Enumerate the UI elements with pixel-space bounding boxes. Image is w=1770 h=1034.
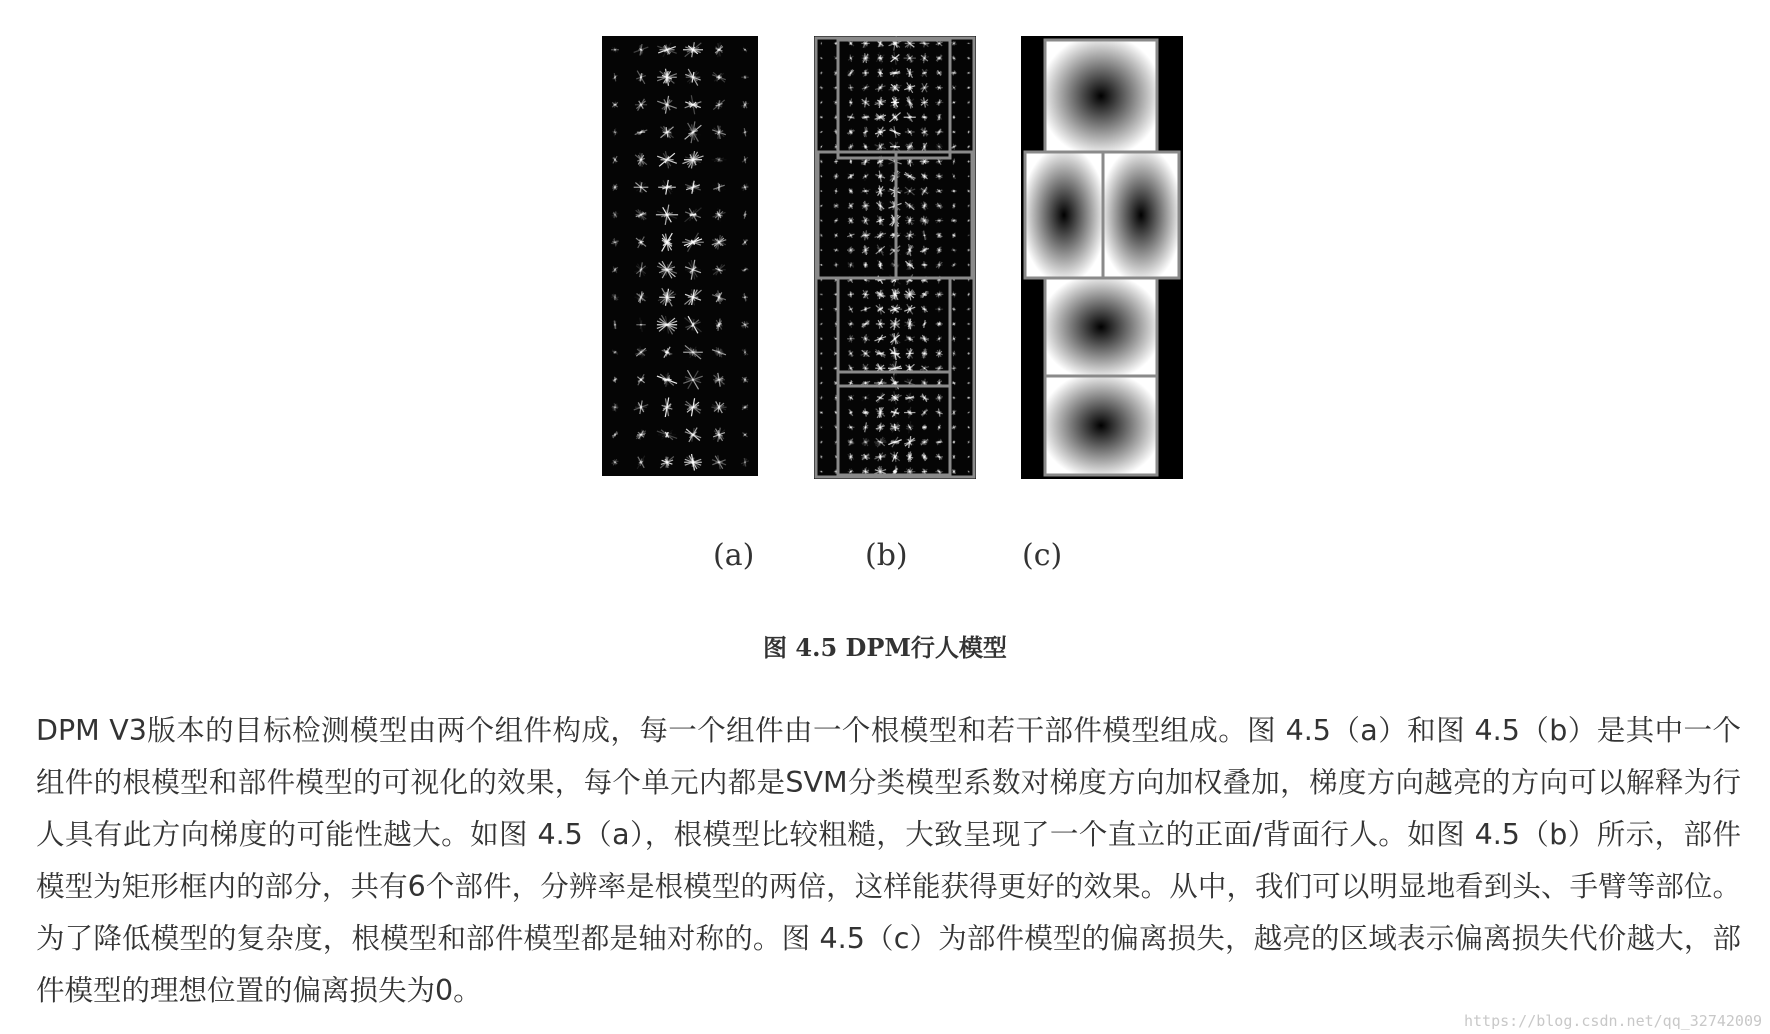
subfigure-label-c: (c) — [1022, 538, 1063, 573]
part-filters-image — [814, 36, 976, 479]
deformation-cost-image — [1021, 36, 1183, 479]
figure-caption: 图 4.5 DPM行人模型 — [763, 633, 1007, 662]
subfigure-label-a: (a) — [713, 538, 755, 573]
root-filter-image — [602, 36, 758, 476]
watermark: https://blog.csdn.net/qq_32742009 — [1463, 1012, 1762, 1030]
subfigure-label-b: (b) — [865, 538, 908, 573]
body-paragraph: DPM V3版本的目标检测模型由两个组件构成，每一个组件由一个根模型和若干部件模型组成。图 4.5（a）和图 4.5（b）是其中一个组件的根模型和部件模型的可视化的效果，每个单元内都是SVM分类模型系数对梯度方向加权叠加，梯度方向越亮的方向可以解释为行人具有此方向梯度的可能性越大。如图 4.5（a），根模型比较粗糙，大致呈现了一个直立的正面/背面行人。如图 4.5（b）所示，部件模型为矩形框内的部分，共有6个部件，分辨率是根模型的两倍，这样能获得更好的效果。从中，我们可以明显地看到头、手臂等部位。为了降低模型的复杂度，根模型和部件模型都是轴对称的。图 4.5（c）为部件模型的偏离损失，越亮的区域表示偏离损失代价越大，部件模型的理想位置的偏离损失为0。 — [36, 714, 1741, 1007]
